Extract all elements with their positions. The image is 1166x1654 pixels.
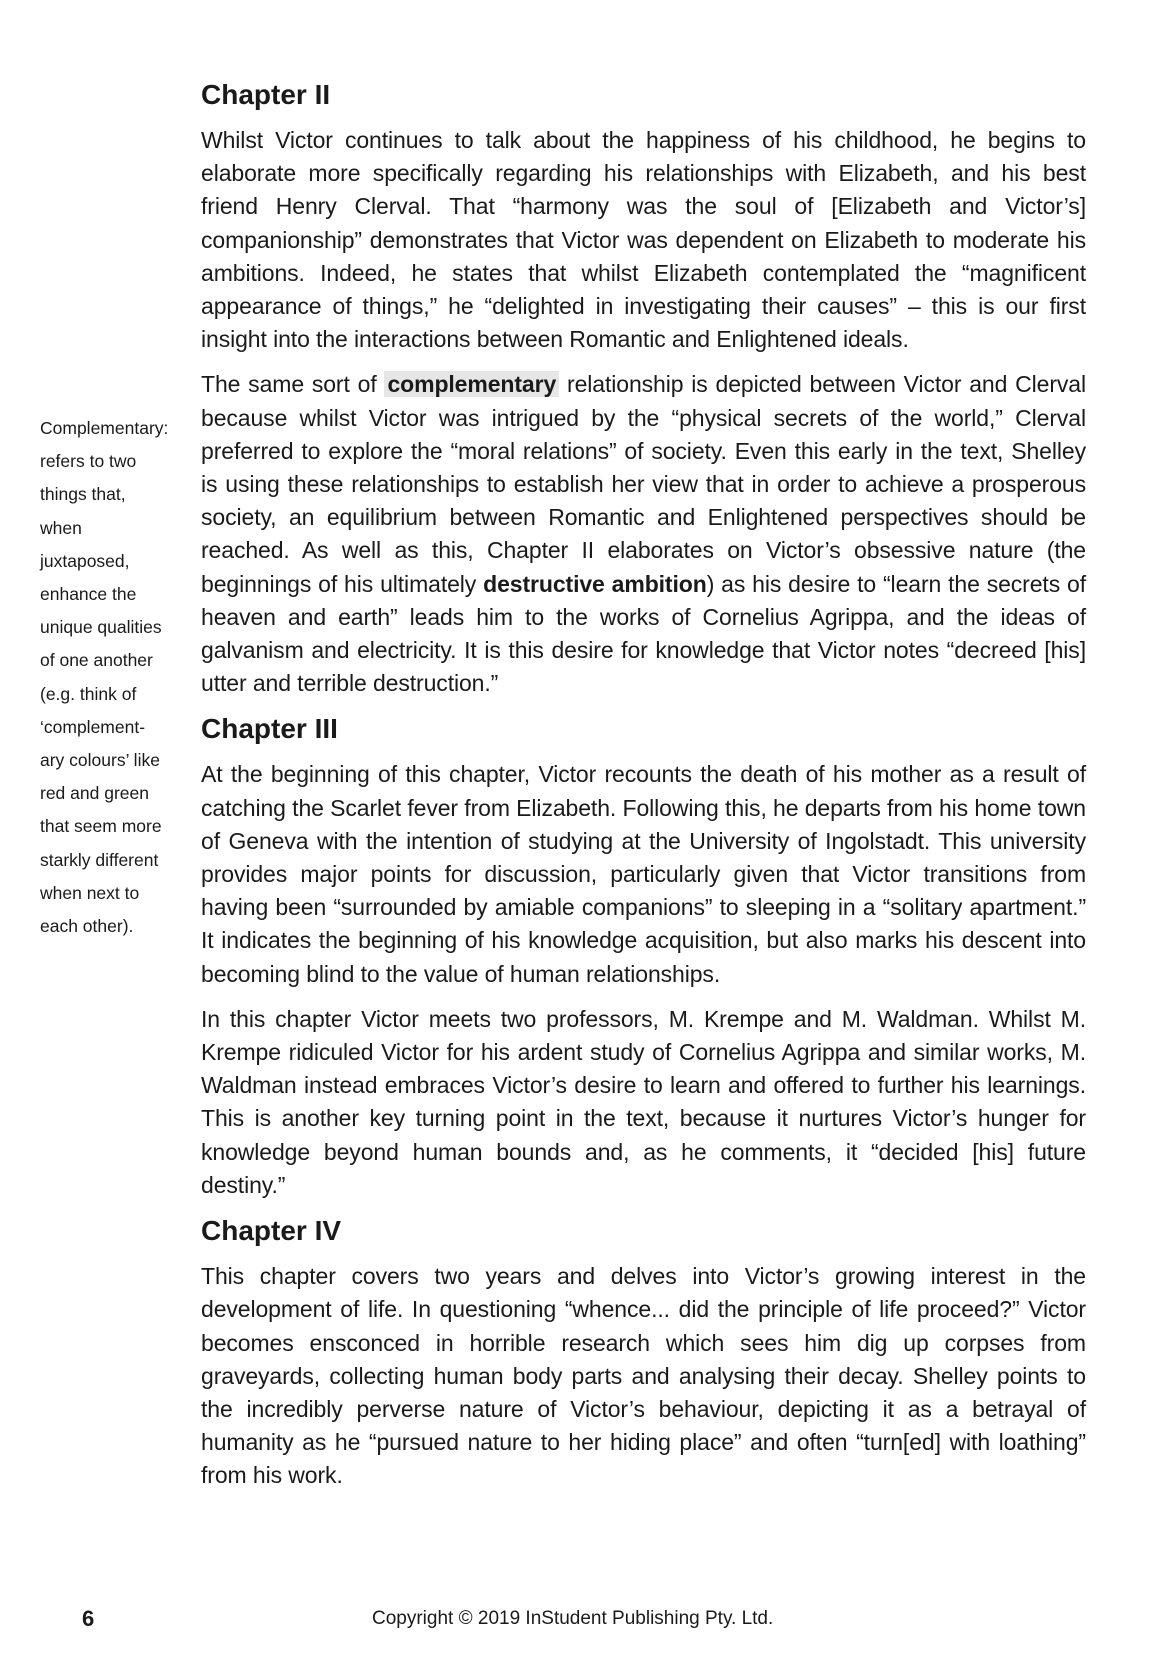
glossary-line: when	[40, 517, 82, 538]
paragraph: This chapter covers two years and delves into Victor’s growing interest in the development of life. In questioning “whence... did the principle of life proceed?” Victor becomes ensconced in horrible research which sees him dig up corpses from graveyards, collecting human body parts and analysing their decay. Shelley points to the incredibly perverse nature of Victor’s behaviour, depicting it as a betrayal of humanity as he “pursued nature to her hiding place” and often “turn[ed] with loathing” from his work.	[201, 1263, 1086, 1489]
main-content	[201, 78, 1086, 1505]
paragraph: At the beginning of this chapter, Victor recounts the death of his mother as a result of catching the Scarlet fever from Elizabeth. Following this, he departs from his home town of Geneva with the intention of studying at the University of Ingolstadt. This university provides major points for discussion, particularly given that Victor transitions from having been “surrounded by amiable companions” to sleeping in a “solitary apartment.” It indicates the beginning of his knowledge acquisition, but also marks his descent into becoming blind to the value of human relationships.	[201, 761, 1086, 987]
glossary-line: (e.g. think of	[40, 683, 137, 704]
paragraph-text: ) as his desire to “learn the secrets of heaven and earth” leads him to the works of Cornelius Agrippa, and the ideas of galvanism and electricity. It is this desire for knowledge that Victor notes “decreed [his] utter and terrible destruction.”	[201, 570, 1087, 697]
glossary-line: ary colours’ like	[40, 750, 160, 771]
glossary-line: unique qualities	[40, 617, 162, 638]
chapter-3-section	[201, 712, 1086, 1202]
glossary-line: refers to two	[40, 451, 137, 472]
page-number: 6	[82, 1606, 95, 1631]
chapter-heading: Chapter IV	[201, 1215, 342, 1247]
margin-glossary-note	[40, 412, 182, 943]
glossary-line: juxtaposed,	[40, 550, 130, 571]
glossary-line: of one another	[40, 650, 153, 671]
highlighted-term: complementary	[384, 371, 559, 397]
bold-term: destructive ambition	[483, 570, 707, 597]
glossary-line: each other).	[40, 916, 134, 937]
paragraph: In this chapter Victor meets two professors, M. Krempe and M. Waldman. Whilst M. Krempe ridiculed Victor for his ardent study of Cornelius Agrippa and similar works, M. Waldman instead embraces Victor’s desire to learn and offered to further his learnings. This is another key turning point in the text, because it nurtures Victor’s hunger for knowledge beyond human bounds and, as he comments, it “decided [his] future destiny.”	[201, 1005, 1086, 1198]
copyright-notice: Copyright © 2019 InStudent Publishing Pty. Ltd.	[372, 1608, 774, 1629]
glossary-line: starkly different	[40, 849, 159, 870]
glossary-line: things that,	[40, 484, 126, 505]
glossary-line: ‘complement-	[40, 716, 146, 737]
glossary-line: enhance the	[40, 584, 137, 605]
chapter-2-section	[201, 78, 1086, 700]
glossary-line: red and green	[40, 783, 149, 804]
paragraph: Whilst Victor continues to talk about the happiness of his childhood, he begins to elaborate more specifically regarding his relationships with Elizabeth, and his best friend Henry Clerval. That “harmony was the soul of [Elizabeth and Victor’s] companionship” demonstrates that Victor was dependent on Elizabeth to moderate his ambitions. Indeed, he states that whilst Elizabeth contemplated the “magnificent appearance of things,” he “delighted in investigating their causes” – this is our first insight into the interactions between Romantic and Enlightened ideals.	[201, 127, 1086, 353]
chapter-heading: Chapter II	[201, 79, 331, 110]
glossary-line: Complementary:	[40, 418, 169, 438]
paragraph	[201, 368, 1086, 700]
glossary-line: that seem more	[40, 816, 162, 837]
glossary-line: when next to	[40, 882, 140, 903]
chapter-heading: Chapter III	[201, 713, 338, 745]
paragraph-text: relationship is depicted between Victor and Clerval because whilst Victor was intrigued by the “physical secrets of the world,” Clerval preferred to explore the “moral relations” of society. Even this early in the text, Shelley is using these relationships to establish her view that in order to achieve a prosperous society, an equilibrium between Romantic and Enlightened perspectives should be reached. As well as this, Chapter II elaborates on Victor’s obsessive nature (the beginnings of his ultimately	[201, 371, 1086, 597]
paragraph-text: The same sort of	[201, 371, 385, 398]
chapter-4-section	[201, 1214, 1086, 1492]
